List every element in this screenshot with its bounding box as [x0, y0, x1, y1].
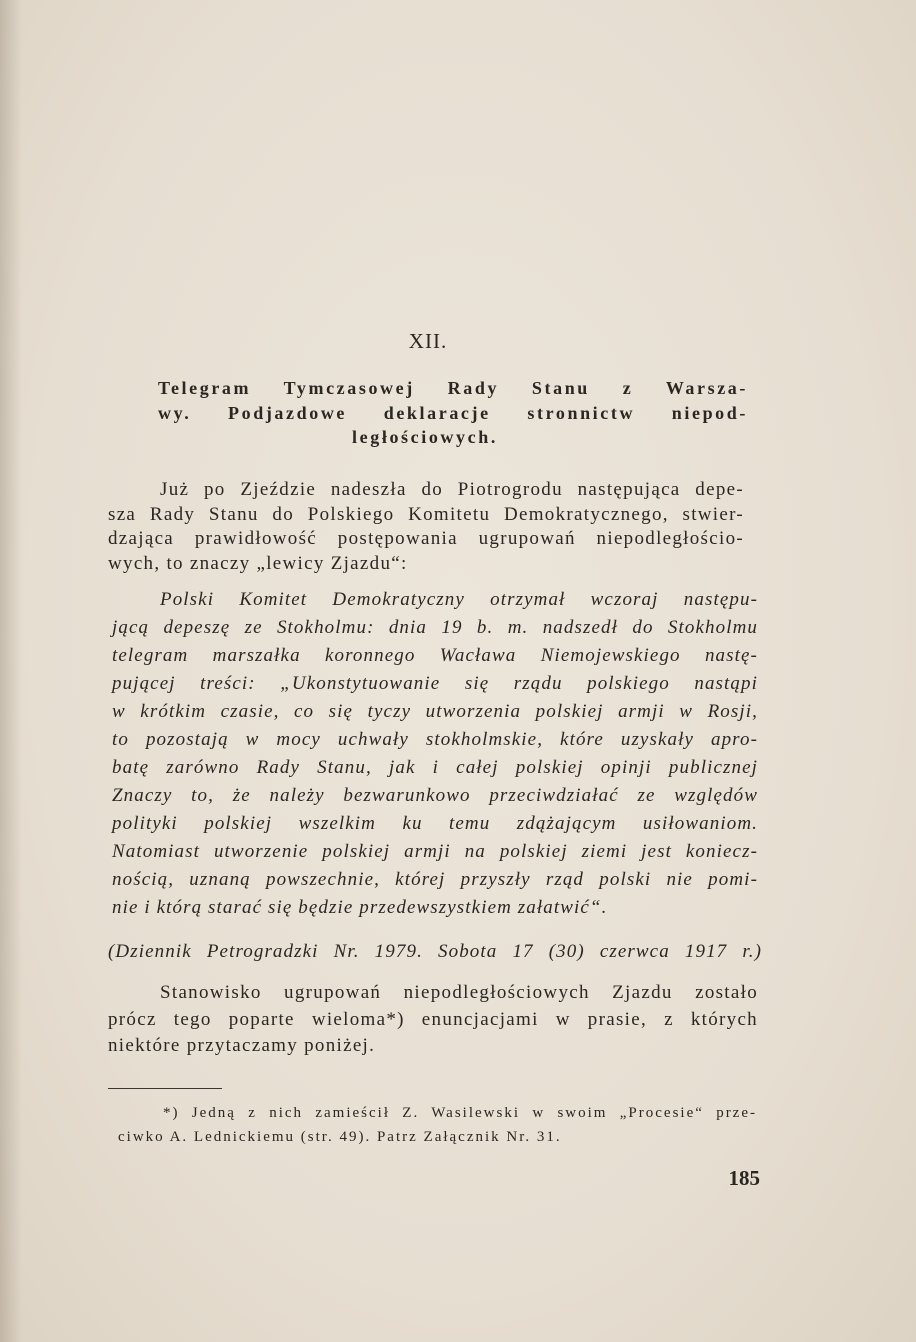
footnote-line: *) Jedną z nich zamieścił Z. Wasilewski w swoim „Procesie“ prze-	[163, 1105, 757, 1121]
footnote-separator	[108, 1088, 222, 1089]
footnote	[118, 1101, 757, 1149]
heading-line: wy. Podjazdowe deklaracje stronnictw niepod-	[158, 402, 748, 423]
quote-line: batę zarówno Rady Stanu, jak i całej polskiej opinji publicznej	[112, 757, 758, 778]
quote-line: telegram marszałka koronnego Wacława Niemojewskiego nastę-	[112, 645, 758, 666]
closing-paragraph	[108, 980, 758, 1060]
quote-line: Natomiast utworzenie polskiej armji na polskiej ziemi jest koniecz-	[112, 841, 758, 862]
quoted-telegram	[112, 586, 758, 922]
quote-line: polityki polskiej wszelkim ku temu zdążającym usiłowaniom.	[112, 813, 758, 834]
paragraph-line: Już po Zjeździe nadeszła do Piotrogrodu następująca depe-	[160, 479, 744, 500]
quote-line: nością, uznaną powszechnie, której przyszły rząd polski nie pomi-	[112, 869, 758, 890]
quote-line: w krótkim czasie, co się tyczy utworzenia polskiej armji w Rosji,	[112, 701, 758, 722]
paragraph-line: wych, to znaczy „lewicy Zjazdu“:	[108, 552, 408, 574]
paragraph-line: Stanowisko ugrupowań niepodległościowych Zjazdu zostało	[160, 982, 758, 1003]
intro-paragraph	[108, 478, 744, 576]
source-citation: (Dziennik Petrogradzki Nr. 1979. Sobota 17 (30) czerwca 1917 r.)	[108, 941, 762, 962]
chapter-heading	[158, 376, 748, 450]
footnote-line: ciwko A. Lednickiemu (str. 49). Patrz Załącznik Nr. 31.	[118, 1129, 562, 1145]
quote-line: jącą depeszę ze Stokholmu: dnia 19 b. m. nadszedł do Stokholmu	[112, 617, 758, 638]
quote-line: pującej treści: „Ukonstytuowanie się rządu polskiego nastąpi	[112, 673, 758, 694]
heading-line: ległościowych.	[352, 427, 498, 447]
paragraph-line: prócz tego poparte wieloma*) enuncjacjami w prasie, z których	[108, 1008, 758, 1030]
chapter-number: XII.	[408, 329, 448, 353]
quote-line: to pozostają w mocy uchwały stokholmskie, które uzyskały apro-	[112, 729, 758, 750]
page-number: 185	[728, 1166, 760, 1190]
quote-line: Polski Komitet Demokratyczny otrzymał wczoraj następu-	[160, 589, 758, 610]
paragraph-line: sza Rady Stanu do Polskiego Komitetu Demokratycznego, stwier-	[108, 503, 744, 525]
paragraph-line: dzająca prawidłowość postępowania ugrupowań niepodległościo-	[108, 528, 744, 549]
quote-line: Znaczy to, że należy bezwarunkowo przeciwdziałać ze względów	[112, 785, 758, 806]
quote-line: nie i którą starać się będzie przedewszystkiem załatwić“.	[112, 897, 608, 918]
paragraph-line: niektóre przytaczamy poniżej.	[108, 1035, 376, 1056]
heading-line: Telegram Tymczasowej Rady Stanu z Warsza-	[158, 378, 748, 398]
page-edge-shadow	[0, 0, 22, 1342]
